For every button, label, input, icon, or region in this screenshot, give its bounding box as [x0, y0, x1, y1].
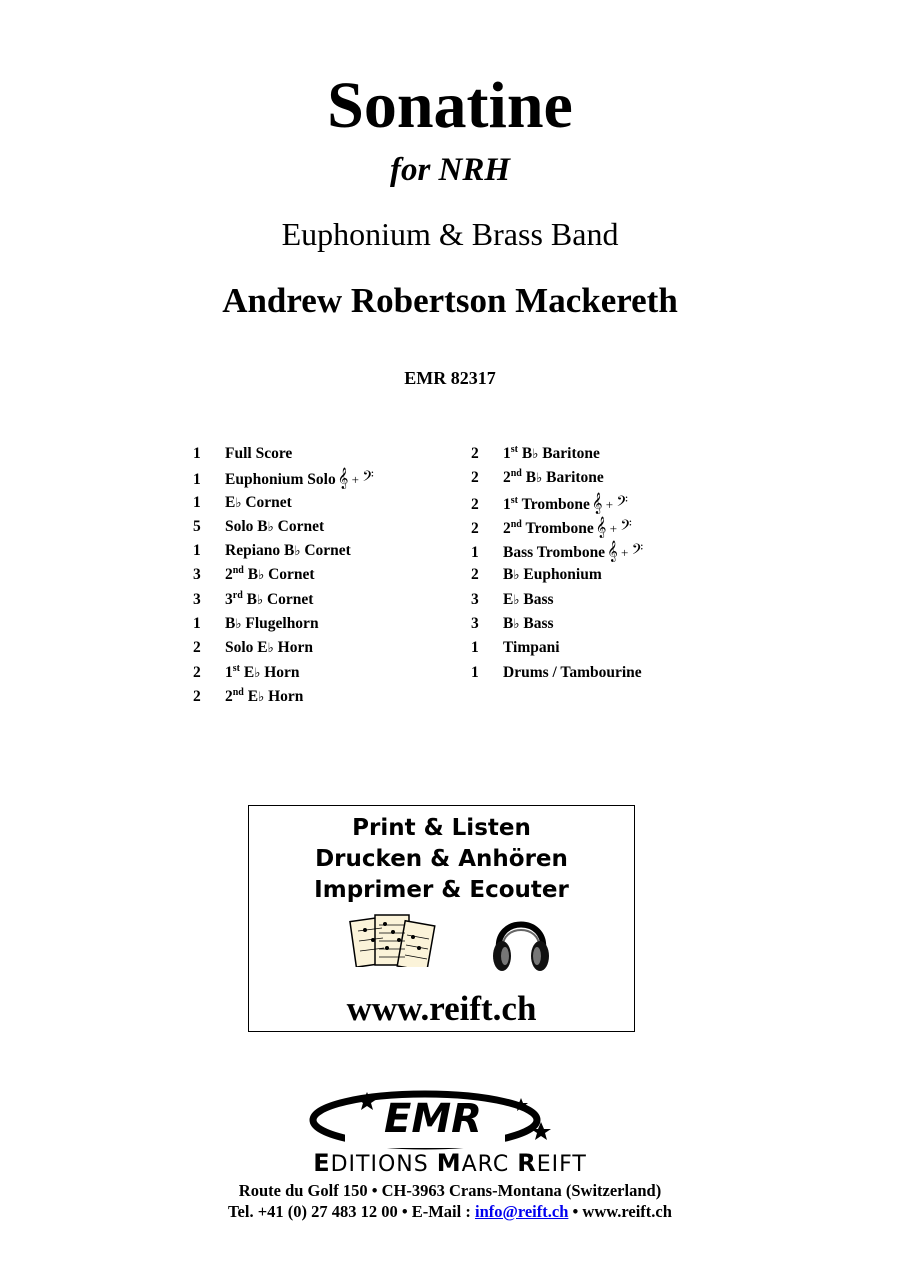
- contact-phone: Tel. +41 (0) 27 483 12 00 • E-Mail :: [228, 1202, 475, 1221]
- part-quantity: 2: [471, 495, 479, 513]
- bass-clef-icon: 𝄢: [362, 468, 374, 489]
- clef-icons: [596, 517, 632, 537]
- part-row: [471, 638, 643, 662]
- composer-name: Andrew Robertson Mackereth: [222, 281, 678, 320]
- part-quantity: 1: [193, 445, 201, 462]
- bass-clef-icon: 𝄢: [631, 541, 644, 562]
- publisher-name: [0, 1150, 900, 1178]
- part-name: 2nd E♭ Horn: [225, 686, 304, 705]
- part-row: [471, 565, 643, 589]
- part-name: Euphonium Solo: [225, 471, 336, 489]
- part-name: 2nd Trombone: [503, 518, 594, 537]
- part-quantity: 2: [193, 663, 201, 681]
- part-quantity: 1: [471, 663, 479, 681]
- part-row: [471, 468, 643, 492]
- print-listen-box: [248, 805, 635, 1032]
- part-quantity: 2: [471, 445, 479, 462]
- part-quantity: 2: [193, 687, 201, 705]
- part-row: [471, 541, 643, 565]
- parts-list-left: [193, 444, 374, 711]
- part-name: B♭ Euphonium: [503, 566, 602, 584]
- clef-plus: +: [617, 545, 632, 561]
- sheet-music-icon: [349, 911, 439, 981]
- publisher-name-r: R: [517, 1149, 537, 1177]
- part-name: 2nd B♭ Baritone: [503, 468, 604, 487]
- part-name: Solo B♭ Cornet: [225, 517, 325, 535]
- part-row: [193, 590, 374, 614]
- publisher-name-e: E: [313, 1149, 331, 1177]
- clef-plus: +: [348, 472, 363, 488]
- part-row: [193, 663, 374, 687]
- treble-clef-icon: 𝄞: [591, 492, 603, 513]
- part-name: 3rd B♭ Cornet: [225, 589, 314, 608]
- publisher-name-arc: ARC: [461, 1152, 518, 1177]
- clef-icons: [607, 541, 643, 561]
- part-quantity: 5: [193, 517, 201, 535]
- publisher-contact: [0, 1201, 900, 1222]
- bass-clef-icon: 𝄢: [616, 492, 628, 513]
- part-row: [193, 444, 374, 468]
- part-quantity: 1: [193, 615, 201, 633]
- part-row: [471, 614, 643, 638]
- part-name: Repiano B♭ Cornet: [225, 542, 351, 560]
- part-quantity: 2: [193, 639, 201, 657]
- part-row: [471, 444, 643, 468]
- part-quantity: 3: [193, 590, 201, 608]
- treble-clef-icon: 𝄞: [337, 468, 349, 489]
- part-name: Drums / Tambourine: [503, 663, 642, 681]
- part-row: [193, 614, 374, 638]
- part-row: [193, 541, 374, 565]
- clef-icons: [338, 468, 374, 488]
- part-row: [471, 493, 643, 517]
- part-name: 2nd B♭ Cornet: [225, 565, 315, 584]
- part-quantity: 3: [471, 615, 479, 633]
- promo-url[interactable]: www.reift.ch: [346, 989, 537, 1028]
- promo-line-imprimer: Imprimer & Ecouter: [314, 877, 569, 903]
- part-name: E♭ Bass: [503, 590, 554, 608]
- score-subtitle: for NRH: [389, 152, 511, 188]
- part-quantity: 1: [471, 639, 479, 657]
- publisher-address: Route du Golf 150 • CH-3963 Crans-Montana (Switzerland): [238, 1181, 662, 1200]
- part-row: [471, 590, 643, 614]
- part-quantity: 2: [471, 566, 479, 584]
- publisher-name-eift: EIFT: [536, 1152, 587, 1177]
- part-quantity: 1: [193, 471, 201, 489]
- promo-line-print-listen: Print & Listen: [352, 815, 531, 841]
- publisher-name-m: M: [436, 1149, 462, 1177]
- part-row: [193, 638, 374, 662]
- part-name: E♭ Cornet: [225, 493, 292, 511]
- treble-clef-icon: 𝄞: [607, 541, 618, 562]
- emr-logo-text: EMR: [384, 1096, 482, 1142]
- clef-plus: +: [602, 496, 617, 512]
- publisher-name-ditions: DITIONS: [330, 1152, 437, 1177]
- part-quantity: 1: [193, 542, 201, 560]
- part-name: Full Score: [225, 445, 293, 462]
- part-quantity: 3: [193, 566, 201, 584]
- part-row: [193, 687, 374, 711]
- contact-website[interactable]: • www.reift.ch: [568, 1202, 672, 1221]
- emr-logo: [305, 1088, 565, 1150]
- part-quantity: 3: [471, 590, 479, 608]
- clef-plus: +: [606, 520, 621, 536]
- part-quantity: 2: [471, 469, 479, 487]
- part-quantity: 1: [193, 493, 201, 511]
- email-link[interactable]: info@reift.ch: [474, 1202, 569, 1221]
- part-name: B♭ Flugelhorn: [225, 615, 319, 633]
- catalog-number: EMR 82317: [404, 368, 496, 388]
- part-row: [193, 517, 374, 541]
- part-quantity: 2: [471, 519, 479, 537]
- part-name: Bass Trombone: [503, 544, 606, 562]
- part-row: [193, 565, 374, 589]
- part-name: Timpani: [503, 639, 560, 657]
- headphones-icon: [489, 906, 553, 978]
- part-row: [471, 663, 643, 687]
- part-name: 1st B♭ Baritone: [503, 443, 600, 462]
- part-row: [471, 517, 643, 541]
- bass-clef-icon: 𝄢: [620, 516, 632, 537]
- clef-icons: [592, 493, 628, 513]
- part-name: 1st Trombone: [503, 494, 590, 513]
- part-name: 1st E♭ Horn: [225, 662, 300, 681]
- treble-clef-icon: 𝄞: [595, 516, 607, 537]
- part-row: [193, 493, 374, 517]
- part-name: Solo E♭ Horn: [225, 639, 313, 657]
- part-row: [193, 468, 374, 492]
- instrumentation: Euphonium & Brass Band: [281, 216, 619, 252]
- score-title: Sonatine: [327, 69, 573, 142]
- part-quantity: 1: [471, 544, 479, 562]
- promo-line-drucken: Drucken & Anhören: [315, 846, 568, 872]
- parts-list-right: [471, 444, 643, 687]
- part-name: B♭ Bass: [503, 615, 554, 633]
